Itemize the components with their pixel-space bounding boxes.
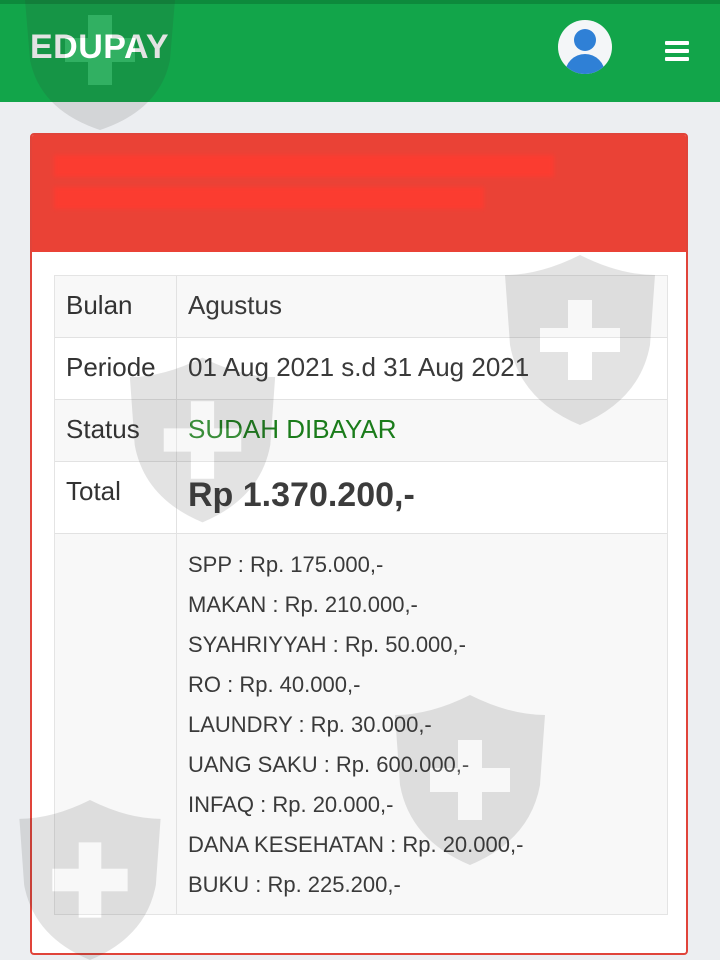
row-label-status: Status — [66, 414, 140, 444]
avatar-body-shape — [565, 54, 605, 74]
detail-line-infaq: INFAQ : Rp. 20.000,- — [188, 792, 394, 817]
row-label-bulan: Bulan — [66, 290, 133, 320]
table-row-total — [55, 462, 667, 534]
navbar-top-border — [0, 0, 720, 4]
detail-line-dana-kesehatan: DANA KESEHATAN : Rp. 20.000,- — [188, 832, 524, 857]
user-avatar-icon[interactable] — [558, 20, 612, 74]
row-value-bulan: Agustus — [188, 290, 282, 320]
detail-line-buku: BUKU : Rp. 225.200,- — [188, 872, 401, 897]
hamburger-menu-icon[interactable] — [662, 38, 692, 64]
status-badge: SUDAH DIBAYAR — [188, 414, 397, 444]
detail-line-spp: SPP : Rp. 175.000,- — [188, 552, 384, 577]
card-header-redacted — [32, 135, 686, 252]
table-row-periode — [55, 338, 667, 400]
invoice-detail-table — [54, 275, 668, 915]
row-label-total: Total — [66, 476, 121, 506]
detail-line-ro: RO : Rp. 40.000,- — [188, 672, 361, 697]
table-row-status — [55, 400, 667, 462]
avatar-head-shape — [574, 29, 596, 51]
table-row-details — [55, 534, 667, 914]
total-amount: Rp 1.370.200,- — [188, 476, 415, 514]
detail-line-makan: MAKAN : Rp. 210.000,- — [188, 592, 418, 617]
row-label-periode: Periode — [66, 352, 156, 382]
table-row-bulan — [55, 276, 667, 338]
row-value-periode: 01 Aug 2021 s.d 31 Aug 2021 — [188, 352, 530, 382]
invoice-card — [30, 133, 688, 955]
detail-line-uang-saku: UANG SAKU : Rp. 600.000,- — [188, 752, 470, 777]
brand-logo-text[interactable]: EDUPAY — [30, 28, 170, 66]
top-navbar — [0, 0, 720, 102]
detail-line-syahriyyah: SYAHRIYYAH : Rp. 50.000,- — [188, 632, 466, 657]
detail-line-laundry: LAUNDRY : Rp. 30.000,- — [188, 712, 432, 737]
